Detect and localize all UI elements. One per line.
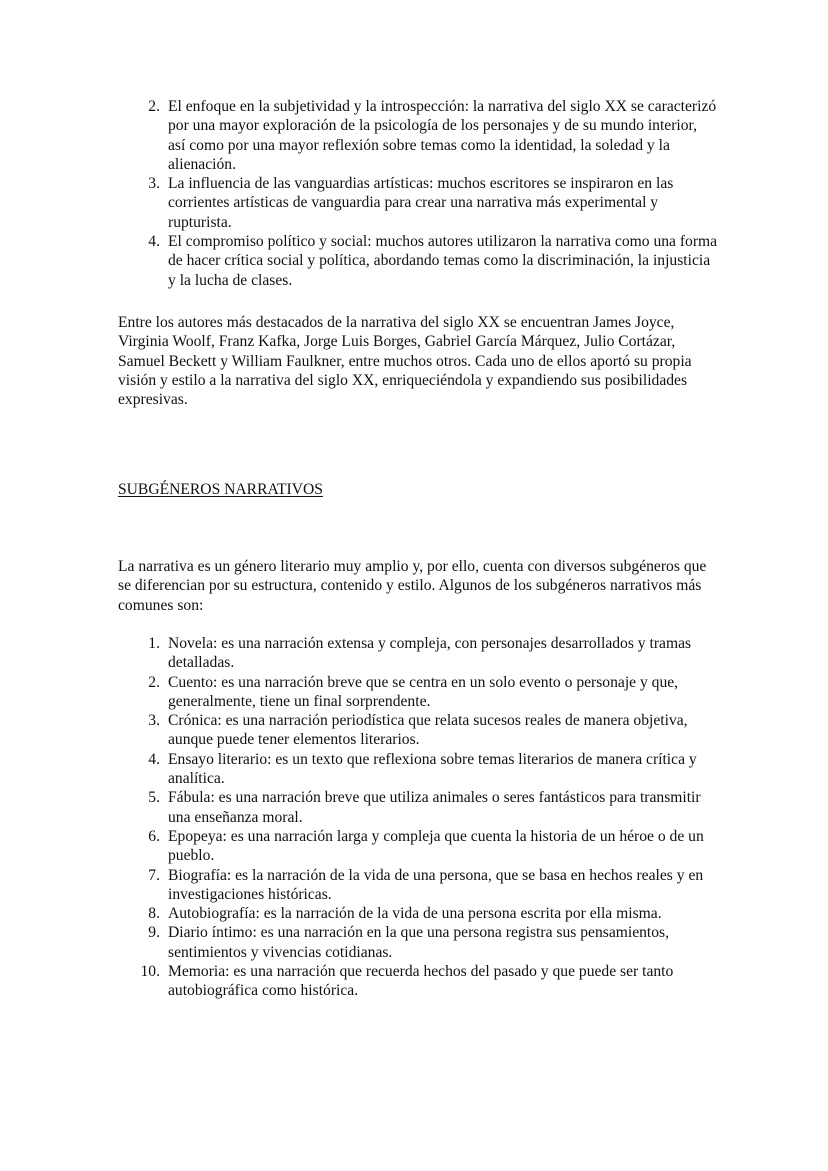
list-item-number: 4.	[148, 750, 160, 768]
list-item-number: 10.	[140, 963, 160, 981]
list-item-number: 3.	[148, 175, 160, 193]
list-item	[118, 788, 718, 827]
list-item-text: Novela: es una narración extensa y compleja, con personajes desarrollados y tramas detalladas.	[168, 635, 692, 672]
list-item	[118, 97, 718, 174]
list-item-number: 9.	[148, 924, 160, 942]
subgenres-intro-paragraph: La narrativa es un género literario muy amplio y, por ello, cuenta con diversos subgéneros que se diferencian por su estructura, contenido y estilo. Algunos de los subgéneros narrativos más comunes son:	[118, 558, 707, 614]
authors-paragraph: Entre los autores más destacados de la narrativa del siglo XX se encuentran James Joyce, Virginia Woolf, Franz Kafka, Jorge Luis Borges, Gabriel García Márquez, Julio Cortázar, Samuel Beckett y William Faulkner, entre muchos otros. Cada uno de ellos aportó su propia visión y estilo a la narrativa del siglo XX, enriqueciéndola y expandiendo sus posibilidades expresivas.	[118, 314, 692, 409]
list-item-number: 4.	[148, 233, 160, 251]
list-item	[118, 827, 718, 866]
list-item-text: La influencia de las vanguardias artísticas: muchos escritores se inspiraron en las corrientes artísticas de vanguardia para crear una narrativa más experimental y rupturista.	[168, 175, 674, 231]
list-item-text: Autobiografía: es la narración de la vida de una persona escrita por ella misma.	[168, 905, 662, 923]
characteristics-list	[118, 97, 718, 290]
list-item	[118, 232, 718, 290]
list-item-number: 7.	[148, 866, 160, 884]
list-item	[118, 673, 718, 712]
list-item-number: 6.	[148, 827, 160, 845]
list-item-number: 2.	[148, 98, 160, 115]
list-item-text: Biografía: es la narración de la vida de una persona, que se basa en hechos reales y en investigaciones históricas.	[168, 866, 704, 903]
list-item-text: El compromiso político y social: muchos autores utilizaron la narrativa como una forma de hacer crítica social y política, abordando temas como la discriminación, la injusticia y la lucha de clases.	[168, 233, 718, 289]
list-item-number: 2.	[148, 673, 160, 691]
list-item	[118, 634, 718, 673]
list-item-text: Epopeya: es una narración larga y compleja que cuenta la historia de un héroe o de un pueblo.	[168, 827, 704, 865]
list-item-text: Memoria: es una narración que recuerda hechos del pasado y que puede ser tanto autobiográfica como histórica.	[168, 963, 674, 1000]
subgenres-list	[118, 634, 718, 1001]
list-item-number: 8.	[148, 905, 160, 923]
list-item-text: Ensayo literario: es un texto que reflexiona sobre temas literarios de manera crítica y analítica.	[168, 750, 697, 788]
section-heading: SUBGÉNEROS NARRATIVOS	[118, 481, 323, 498]
list-item-text: Fábula: es una narración breve que utiliza animales o seres fantásticos para transmitir una enseñanza moral.	[168, 789, 701, 826]
list-item-text: El enfoque en la subjetividad y la introspección: la narrativa del siglo XX se caracterizó por una mayor exploración de la psicología de los personajes y de su mundo interior, así como por una mayor reflexión sobre temas como la identidad, la soledad y la alienación.	[168, 98, 717, 173]
list-item-number: 3.	[148, 712, 160, 730]
list-item	[118, 750, 718, 789]
list-item-text: Diario íntimo: es una narración en la que una persona registra sus pensamientos, sentimientos y vivencias cotidianas.	[168, 924, 670, 961]
list-item	[118, 923, 718, 962]
list-item	[118, 711, 718, 750]
list-item-text: Cuento: es una narración breve que se centra en un solo evento o personaje y que, generalmente, tiene un final sorprendente.	[168, 673, 679, 710]
list-item	[118, 904, 718, 923]
list-item	[118, 962, 718, 1001]
list-item-text: Crónica: es una narración periodística que relata sucesos reales de manera objetiva, aunque puede tener elementos literarios.	[168, 712, 688, 749]
list-item	[118, 866, 718, 905]
list-item	[118, 174, 718, 232]
list-item-number: 1.	[148, 635, 160, 652]
list-item-number: 5.	[148, 789, 160, 807]
